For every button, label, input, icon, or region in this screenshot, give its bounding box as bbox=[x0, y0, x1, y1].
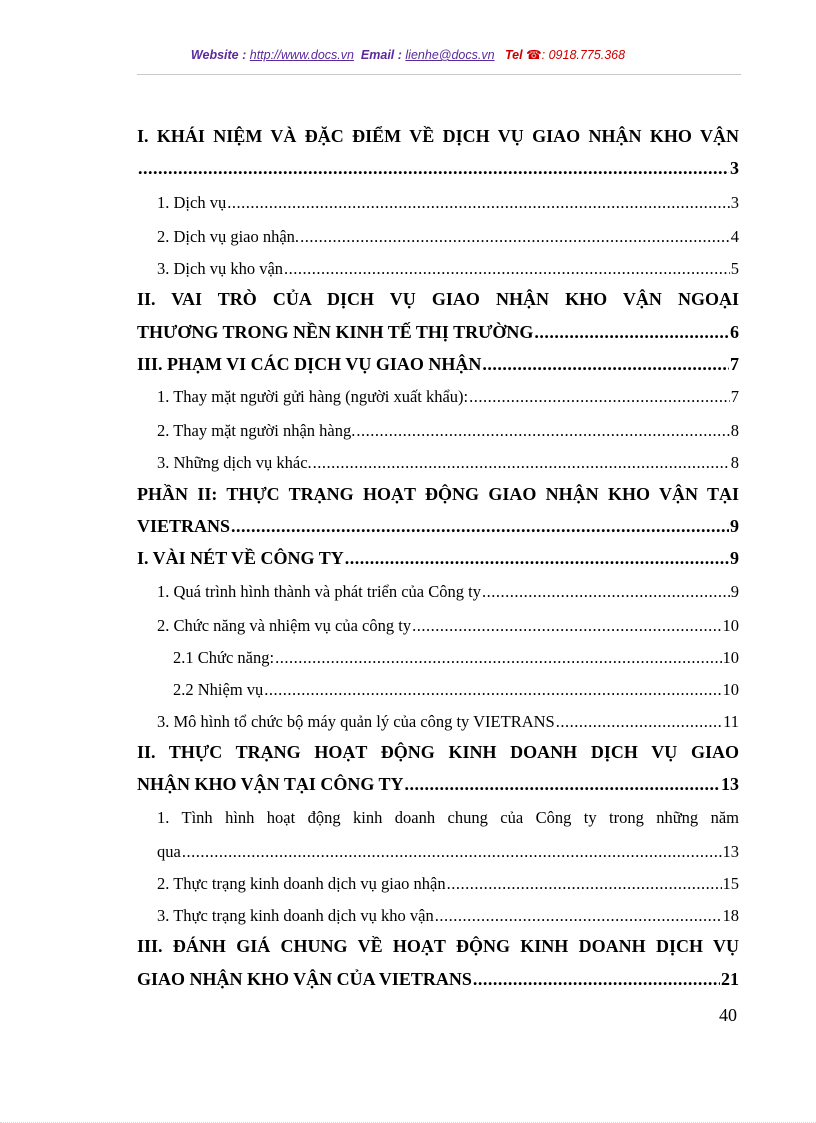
phone-icon: ☎ bbox=[526, 48, 542, 62]
toc-heading-ii2-line1: II. THỰC TRẠNG HOẠT ĐỘNG KINH DOANH DỊCH VỤ GIAO bbox=[137, 742, 739, 762]
header-rule bbox=[137, 74, 741, 75]
toc-row[interactable]: 2. Thay mặt người nhận hàng. ..... 8 bbox=[157, 421, 739, 441]
toc-heading-ii-line1: II. VAI TRÒ CỦA DỊCH VỤ GIAO NHẬN KHO VẬN NGOẠI bbox=[137, 289, 739, 309]
page-header bbox=[0, 47, 816, 62]
toc-row[interactable]: NHẬN KHO VẬN TẠI CÔNG TY ..... 13 bbox=[137, 774, 739, 795]
toc-row[interactable]: ..... 3 bbox=[137, 158, 739, 179]
toc-row[interactable]: 3. Mô hình tổ chức bộ máy quản lý của công ty VIETRANS ..... 11 bbox=[157, 712, 739, 732]
tel-label: Tel bbox=[504, 48, 523, 62]
toc-row[interactable]: 1. Thay mặt người gửi hàng (người xuất khẩu): ..... 7 bbox=[157, 387, 739, 407]
toc-heading-i: I. KHÁI NIỆM VÀ ĐẶC ĐIỂM VỀ DỊCH VỤ GIAO NHẬN KHO VẬN bbox=[137, 126, 739, 146]
toc-heading-part2-line1: PHẦN II: THỰC TRẠNG HOẠT ĐỘNG GIAO NHẬN KHO VẬN TẠI bbox=[137, 484, 739, 504]
toc-row[interactable]: THƯƠNG TRONG NỀN KINH TẾ THỊ TRƯỜNG ..... 6 bbox=[137, 322, 739, 343]
toc-row[interactable]: qua ..... 13 bbox=[157, 842, 739, 862]
email-label: Email : bbox=[360, 48, 402, 62]
toc-row[interactable]: 3. Dịch vụ kho vận ..... 5 bbox=[157, 259, 739, 279]
toc-row[interactable]: 1. Quá trình hình thành và phát triển của Công ty ..... 9 bbox=[157, 582, 739, 602]
toc-row[interactable]: 2. Chức năng và nhiệm vụ của công ty ..... 10 bbox=[157, 616, 739, 636]
toc-row[interactable]: 2. Dịch vụ giao nhận. ..... 4 bbox=[157, 227, 739, 247]
toc-item-line1: 1. Tình hình hoạt động kinh doanh chung của Công ty trong những năm bbox=[157, 808, 739, 827]
toc-row[interactable]: 3. Thực trạng kinh doanh dịch vụ kho vận ..... 18 bbox=[157, 906, 739, 926]
toc-row[interactable]: III. PHẠM VI CÁC DỊCH VỤ GIAO NHẬN ..... 7 bbox=[137, 354, 739, 375]
email-link[interactable]: lienhe@docs.vn bbox=[405, 48, 495, 62]
toc-heading-iii2-line1: III. ĐÁNH GIÁ CHUNG VỀ HOẠT ĐỘNG KINH DOANH DỊCH VỤ bbox=[137, 936, 739, 956]
toc-row[interactable]: I. VÀI NÉT VỀ CÔNG TY ..... 9 bbox=[137, 548, 739, 569]
tel-number: : 0918.775.368 bbox=[541, 48, 626, 62]
toc-row[interactable]: 1. Dịch vụ ..... 3 bbox=[157, 193, 739, 213]
toc-row[interactable]: 2.1 Chức năng: ..... 10 bbox=[173, 648, 739, 668]
toc-row[interactable]: 3. Những dịch vụ khác. ..... 8 bbox=[157, 453, 739, 473]
website-link[interactable]: http://www.docs.vn bbox=[249, 48, 354, 62]
toc-row[interactable]: 2. Thực trạng kinh doanh dịch vụ giao nhận ..... 15 bbox=[157, 874, 739, 894]
toc-row[interactable]: 2.2 Nhiệm vụ ..... 10 bbox=[173, 680, 739, 700]
toc-row[interactable]: GIAO NHẬN KHO VẬN CỦA VIETRANS ..... 21 bbox=[137, 969, 739, 990]
toc-row[interactable]: VIETRANS ..... 9 bbox=[137, 516, 739, 537]
website-label: Website : bbox=[190, 48, 247, 62]
page-number: 40 bbox=[719, 1005, 737, 1025]
